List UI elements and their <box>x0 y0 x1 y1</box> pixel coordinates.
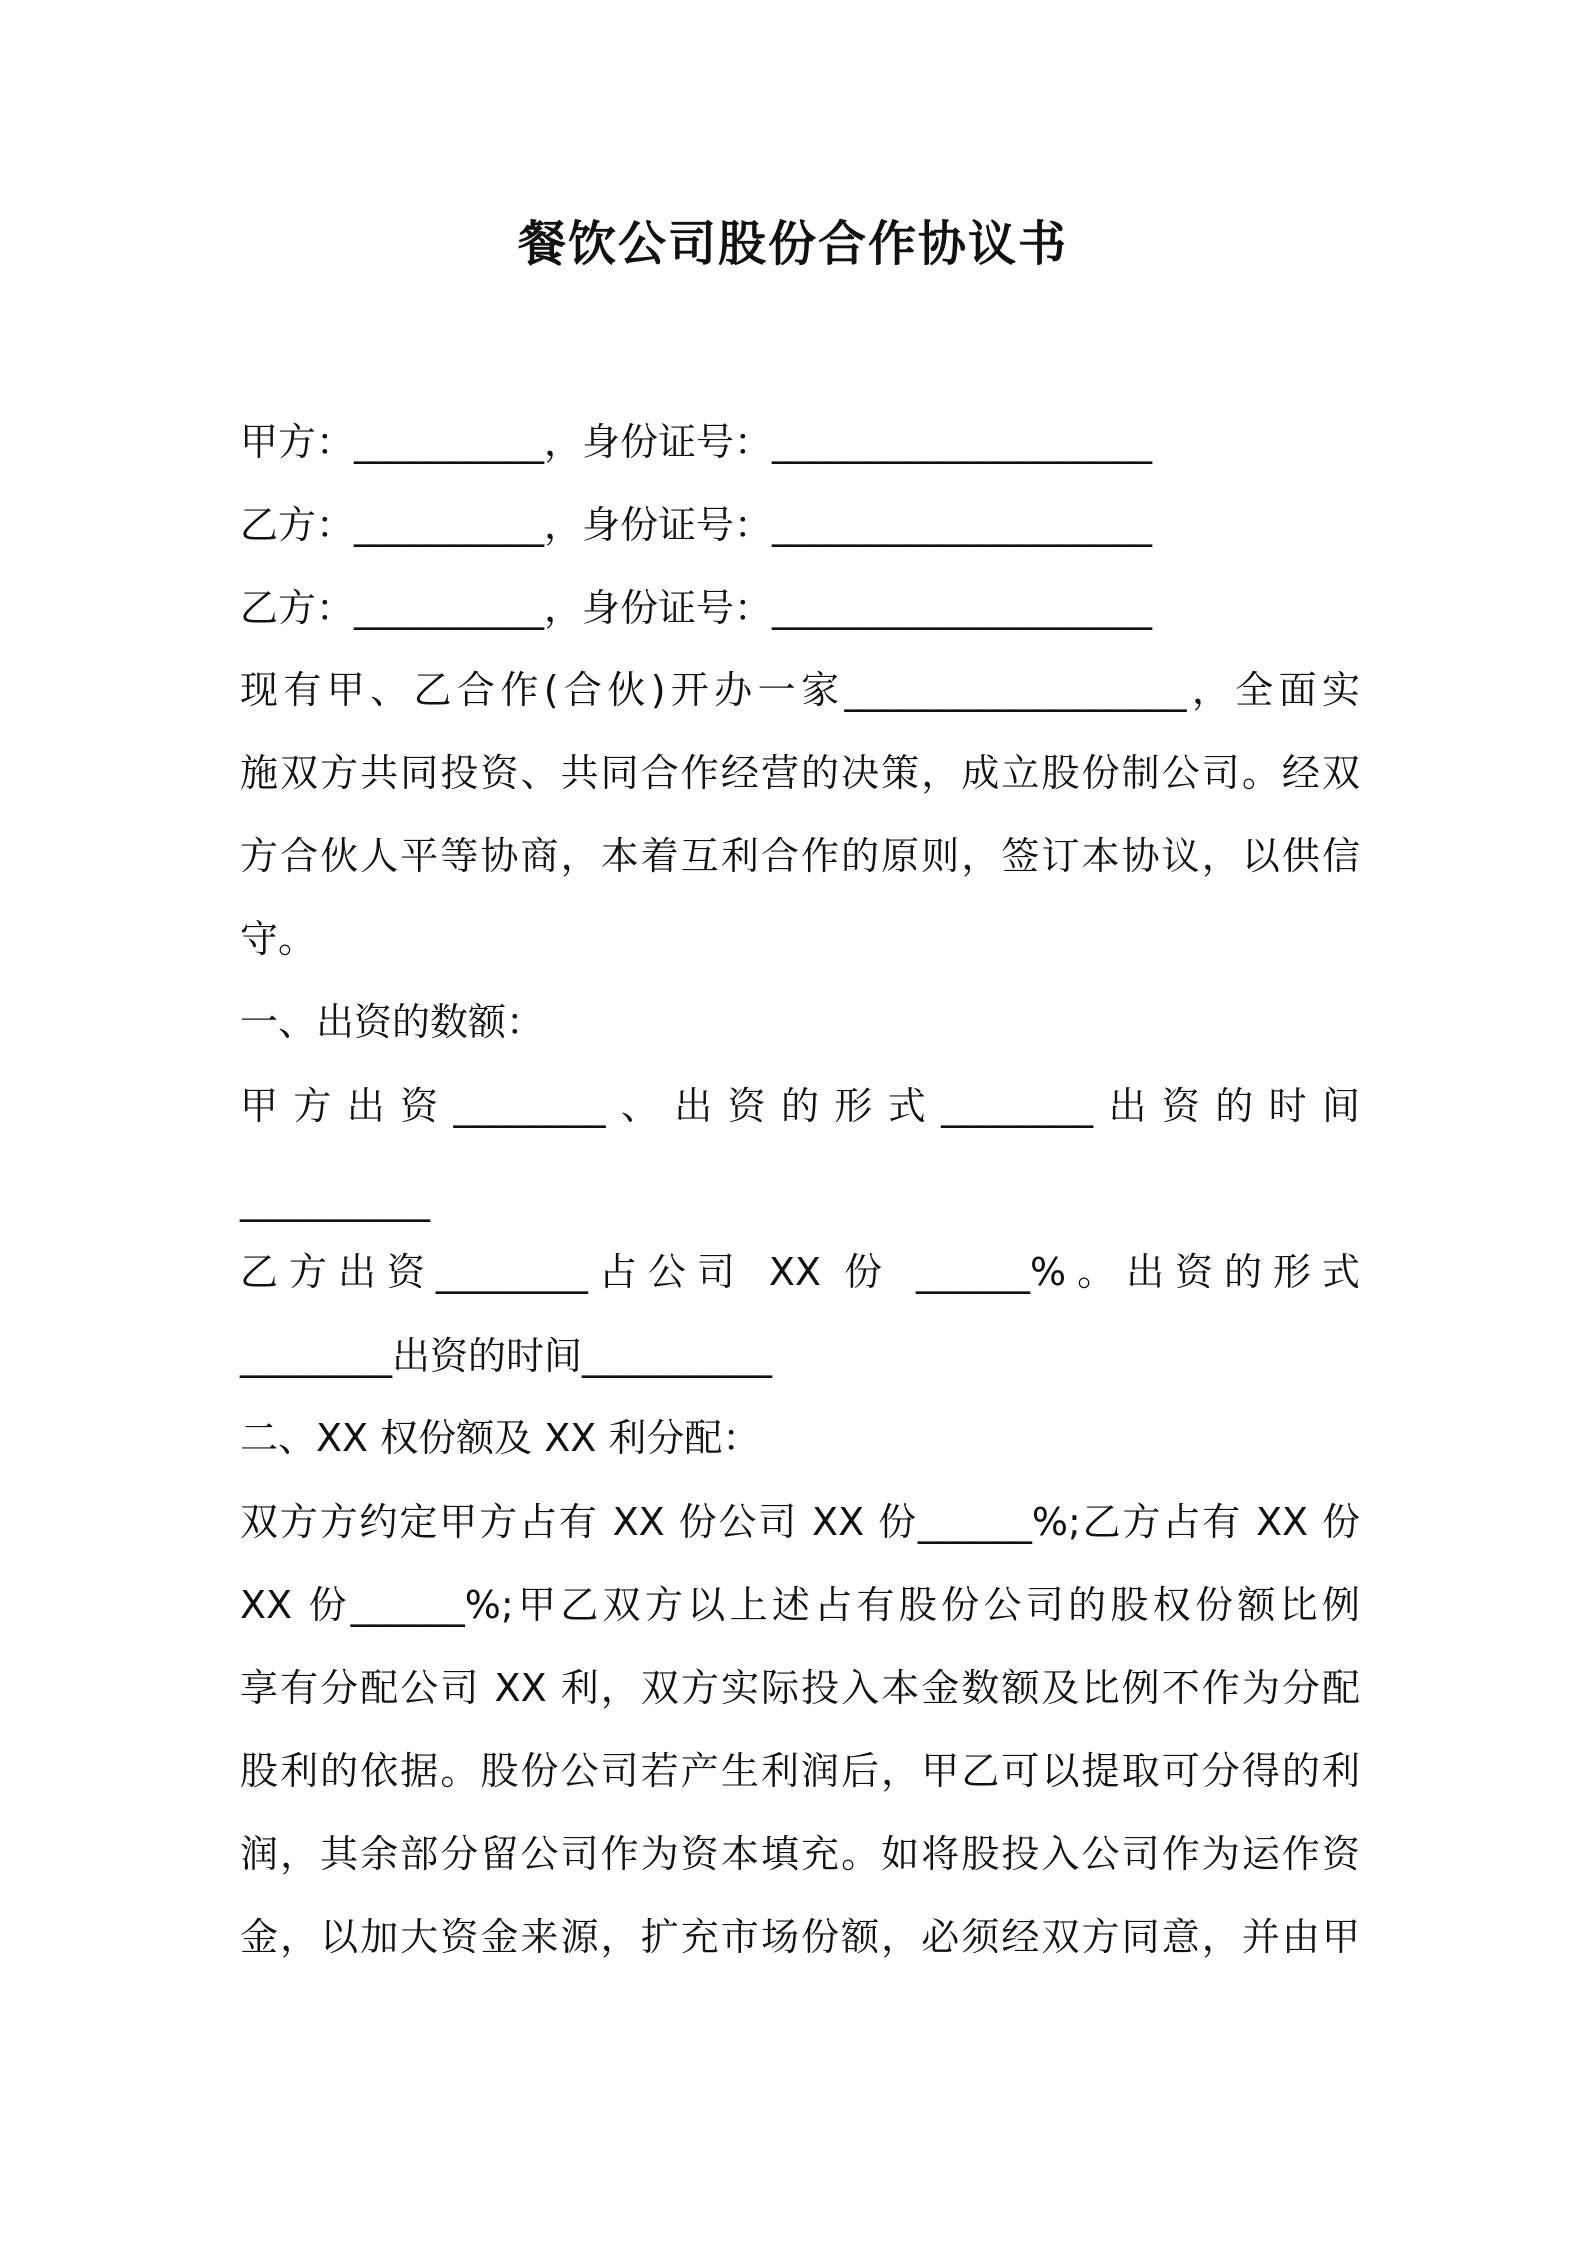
paragraph-line: XX 份______%;甲乙双方以上述占有股份公司的股权份额比例 <box>240 1583 1360 1627</box>
paragraph-line: 施双方共同投资、共同合作经营的决策，成立股份制公司。经双 <box>240 751 1360 795</box>
paragraph-line: ________出资的时间__________ <box>240 1334 773 1378</box>
party-a-line: 甲方：__________，身份证号：____________________ <box>240 420 1153 464</box>
section-heading: 一、出资的数额： <box>240 1000 545 1044</box>
paragraph-line: 股利的依据。股份公司若产生利润后，甲乙可以提取可分得的利 <box>240 1749 1360 1793</box>
paragraph-line: __________ <box>240 1178 430 1222</box>
paragraph-line: 乙方出资________占公司 XX 份 ______%。出资的形式 <box>240 1250 1360 1294</box>
paragraph-line: 守。 <box>240 917 317 961</box>
paragraph-line: 甲方出资________、出资的形式________出资的时间 <box>240 1084 1360 1128</box>
paragraph-line: 双方方约定甲方占有 XX 份公司 XX 份______%;乙方占有 XX 份 <box>240 1500 1360 1544</box>
party-b2-line: 乙方：__________，身份证号：____________________ <box>240 586 1153 630</box>
section-heading: 二、XX 权份额及 XX 利分配： <box>240 1416 761 1460</box>
paragraph-line: 方合伙人平等协商，本着互利合作的原则，签订本协议，以供信 <box>240 834 1360 878</box>
document-title: 餐饮公司股份合作协议书 <box>517 216 1068 272</box>
paragraph-line: 金，以加大资金来源，扩充市场份额，必须经双方同意，并由甲 <box>240 1915 1360 1959</box>
paragraph-line: 享有分配公司 XX 利，双方实际投入本金数额及比例不作为分配 <box>240 1666 1360 1710</box>
party-b-line: 乙方：__________，身份证号：____________________ <box>240 503 1153 547</box>
paragraph-line: 现有甲、乙合作(合伙)开办一家__________________，全面实 <box>240 668 1360 712</box>
paragraph-line: 润，其余部分留公司作为资本填充。如将股投入公司作为运作资 <box>240 1832 1360 1876</box>
